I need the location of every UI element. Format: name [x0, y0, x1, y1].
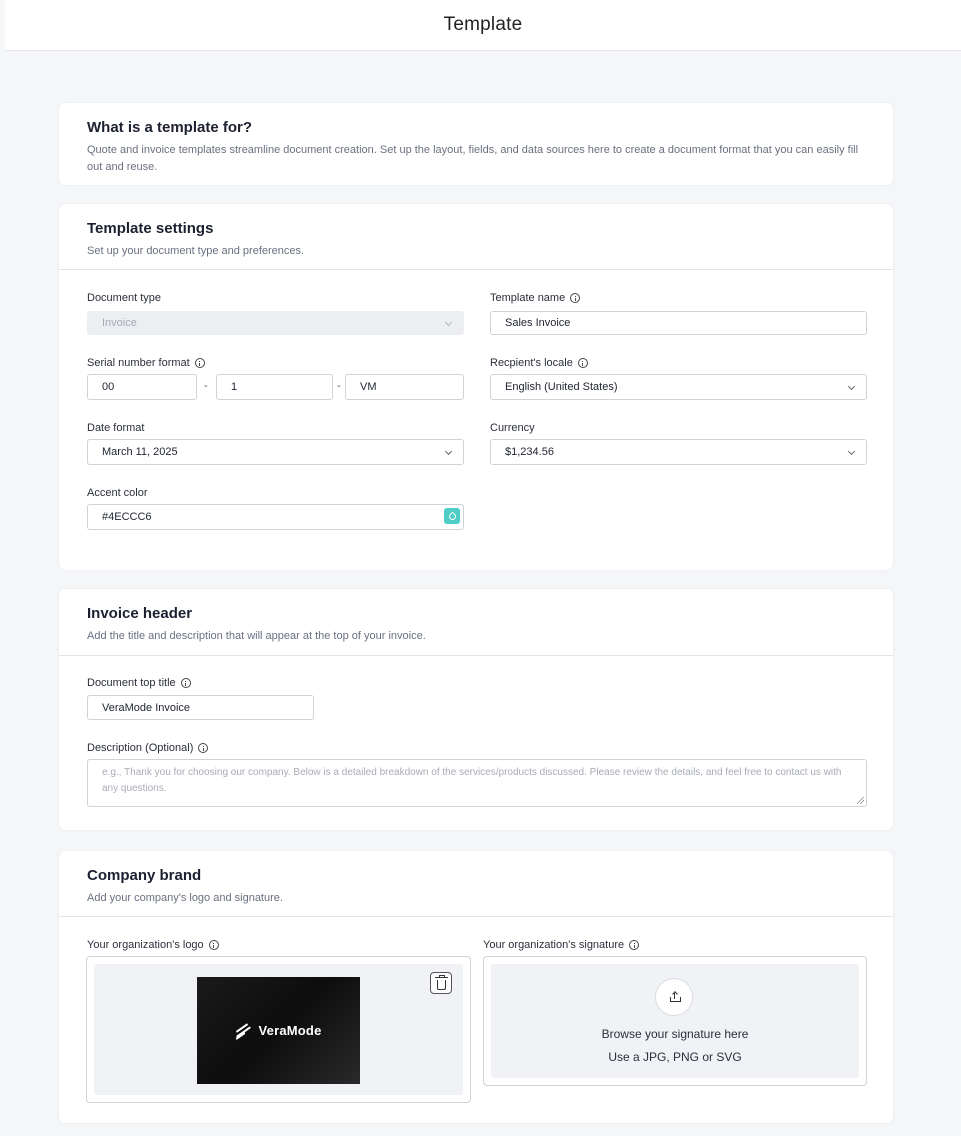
invoice-header-card: [59, 589, 893, 830]
description-label-text: Description (Optional): [87, 742, 194, 754]
signature-upload-area[interactable]: [483, 956, 867, 1086]
logo-upload-area[interactable]: [86, 956, 471, 1103]
info-icon[interactable]: [195, 358, 205, 368]
serial-prefix-value: 00: [102, 381, 115, 393]
info-icon[interactable]: [181, 678, 191, 688]
logo-preview-area: [94, 964, 463, 1095]
serial-number-input[interactable]: [216, 374, 333, 400]
intro-description: Quote and invoice templates streamline document creation. Set up the layout, fields, and data sources here to create a document format that you can easily fill out and reuse.: [87, 144, 859, 173]
date-format-label: [87, 422, 144, 434]
locale-label: [490, 357, 588, 369]
upload-icon: [670, 993, 679, 1002]
invoice-header-title: Invoice header: [87, 605, 193, 622]
currency-select[interactable]: [490, 439, 867, 465]
description-textarea[interactable]: [87, 759, 867, 807]
info-icon[interactable]: [198, 743, 208, 753]
template-name-label: [490, 292, 580, 304]
info-icon[interactable]: [570, 293, 580, 303]
date-format-label-text: Date format: [87, 422, 145, 434]
date-format-select[interactable]: [87, 439, 464, 465]
browse-signature-text: Browse your signature here: [601, 1027, 749, 1041]
serial-format-label-text: Serial number format: [87, 357, 190, 369]
invoice-header-description: Add the title and description that will appear at the top of your invoice.: [87, 630, 426, 642]
top-bar: [5, 0, 961, 51]
accent-color-label: [87, 487, 148, 499]
divider: [59, 916, 893, 917]
info-icon[interactable]: [209, 940, 219, 950]
template-name-value: Sales Invoice: [505, 317, 571, 329]
brand-title: Company brand: [87, 867, 202, 884]
serial-format-label: [87, 357, 205, 369]
locale-select[interactable]: [490, 374, 867, 400]
locale-value: English (United States): [505, 381, 618, 393]
color-drop-icon: [447, 511, 457, 521]
logo-image: [197, 977, 360, 1084]
serial-suffix-input[interactable]: [345, 374, 464, 400]
signature-label-text: Your organization's signature: [483, 939, 625, 951]
upload-button[interactable]: [655, 978, 693, 1016]
logo-mark-icon: [235, 1024, 253, 1038]
currency-label: [490, 422, 535, 434]
brand-description: Add your company's logo and signature.: [87, 892, 283, 904]
locale-label-text: Recpient's locale: [490, 357, 573, 369]
intro-card: [59, 103, 893, 185]
document-type-label-text: Document type: [87, 292, 161, 304]
divider: [59, 269, 893, 270]
template-name-input[interactable]: [490, 311, 867, 335]
intro-title: What is a template for?: [87, 119, 253, 136]
delete-logo-button[interactable]: [430, 972, 452, 994]
chevron-down-icon: [848, 383, 855, 390]
company-brand-card: [59, 851, 893, 1123]
chevron-down-icon: [445, 448, 452, 455]
serial-prefix-input[interactable]: [87, 374, 197, 400]
template-name-label-text: Template name: [490, 292, 566, 304]
serial-number-value: 1: [231, 381, 238, 393]
top-title-label: [87, 677, 191, 689]
chevron-down-icon: [445, 319, 452, 326]
page-title: Template: [443, 14, 523, 35]
serial-suffix-value: VM: [360, 381, 377, 393]
settings-title: Template settings: [87, 220, 214, 237]
settings-description: Set up your document type and preferences.: [87, 245, 305, 257]
document-type-value: Invoice: [102, 317, 137, 329]
signature-label: [483, 939, 639, 951]
logo-label: [87, 939, 219, 951]
description-label: [87, 742, 208, 754]
resize-handle[interactable]: [857, 797, 864, 804]
signature-formats-text: Use a JPG, PNG or SVG: [608, 1050, 742, 1064]
info-icon[interactable]: [578, 358, 588, 368]
top-title-value: VeraMode Invoice: [102, 701, 191, 714]
document-type-select[interactable]: [87, 311, 464, 335]
trash-icon: [437, 980, 446, 990]
top-title-label-text: Document top title: [87, 677, 176, 689]
accent-color-input[interactable]: [87, 504, 464, 530]
signature-dropzone[interactable]: [491, 964, 859, 1078]
divider: [59, 655, 893, 656]
accent-color-value: #4ECCC6: [102, 511, 152, 523]
info-icon[interactable]: [629, 940, 639, 950]
logo-label-text: Your organization's logo: [87, 939, 204, 951]
chevron-down-icon: [848, 448, 855, 455]
logo-text: VeraMode: [258, 1023, 322, 1038]
serial-separator: -: [337, 380, 341, 392]
currency-label-text: Currency: [490, 422, 535, 434]
color-picker-button[interactable]: [444, 508, 460, 524]
top-title-input[interactable]: [87, 695, 314, 720]
description-placeholder: e.g., Thank you for choosing our company. Below is a detailed breakdown of the services/products discussed. Please review the details, and feel free to contact us with any questions.: [102, 767, 842, 794]
date-format-value: March 11, 2025: [102, 446, 178, 458]
template-settings-card: [59, 204, 893, 570]
currency-value: $1,234.56: [505, 446, 554, 458]
serial-separator: -: [204, 380, 208, 392]
document-type-label: [87, 292, 161, 304]
accent-color-label-text: Accent color: [87, 487, 148, 499]
